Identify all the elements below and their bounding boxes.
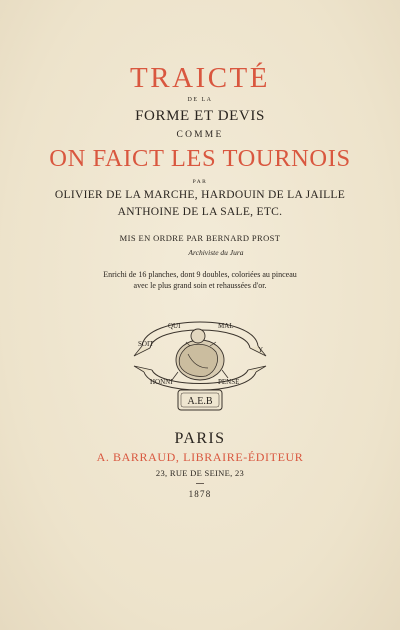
publication-year: 1878 xyxy=(188,489,212,499)
motto-word-soit: SOIT xyxy=(138,340,154,348)
enrichment-line-2: avec le plus grand soin et rehaussées d'or. xyxy=(133,281,267,290)
title-tournois: ON FAICT LES TOURNOIS xyxy=(49,145,351,172)
motto-word-y: Y xyxy=(258,346,264,354)
motto-word-mal: MAL xyxy=(218,322,234,330)
authors-line-1: OLIVIER DE LA MARCHE, HARDOUIN DE LA JAILLE xyxy=(54,189,346,201)
authors-line-2: ANTHOINE DE LA SALE, ETC. xyxy=(117,206,283,218)
editor-line: MIS EN ORDRE PAR BERNARD PROST xyxy=(119,233,281,243)
title-connector-de-la: DE LA xyxy=(187,97,213,103)
city: PARIS xyxy=(174,430,226,447)
printer-emblem xyxy=(120,302,280,414)
enrichment-line-1: Enrichi de 16 planches, dont 9 doubles, coloriées au pinceau xyxy=(103,270,297,279)
motto-word-pense: PENSE xyxy=(218,378,240,386)
title-connector-par: PAR xyxy=(192,179,208,185)
editor-role: Archiviste du Jura xyxy=(188,248,244,257)
title-connector-comme: COMME xyxy=(176,130,224,140)
book-title: TRAICTÉ xyxy=(130,62,270,94)
motto-word-honni: HONNI xyxy=(150,378,173,386)
motto-word-qui: QUI xyxy=(168,322,181,330)
publisher: A. BARRAUD, LIBRAIRE-ÉDITEUR xyxy=(96,450,304,464)
title-forme-et-devis: FORME ET DEVIS xyxy=(135,108,265,124)
divider xyxy=(196,483,204,484)
publisher-address: 23, RUE DE SEINE, 23 xyxy=(155,468,245,478)
seated-figure-icon xyxy=(172,329,228,380)
monogram: A.E.B xyxy=(187,396,213,407)
